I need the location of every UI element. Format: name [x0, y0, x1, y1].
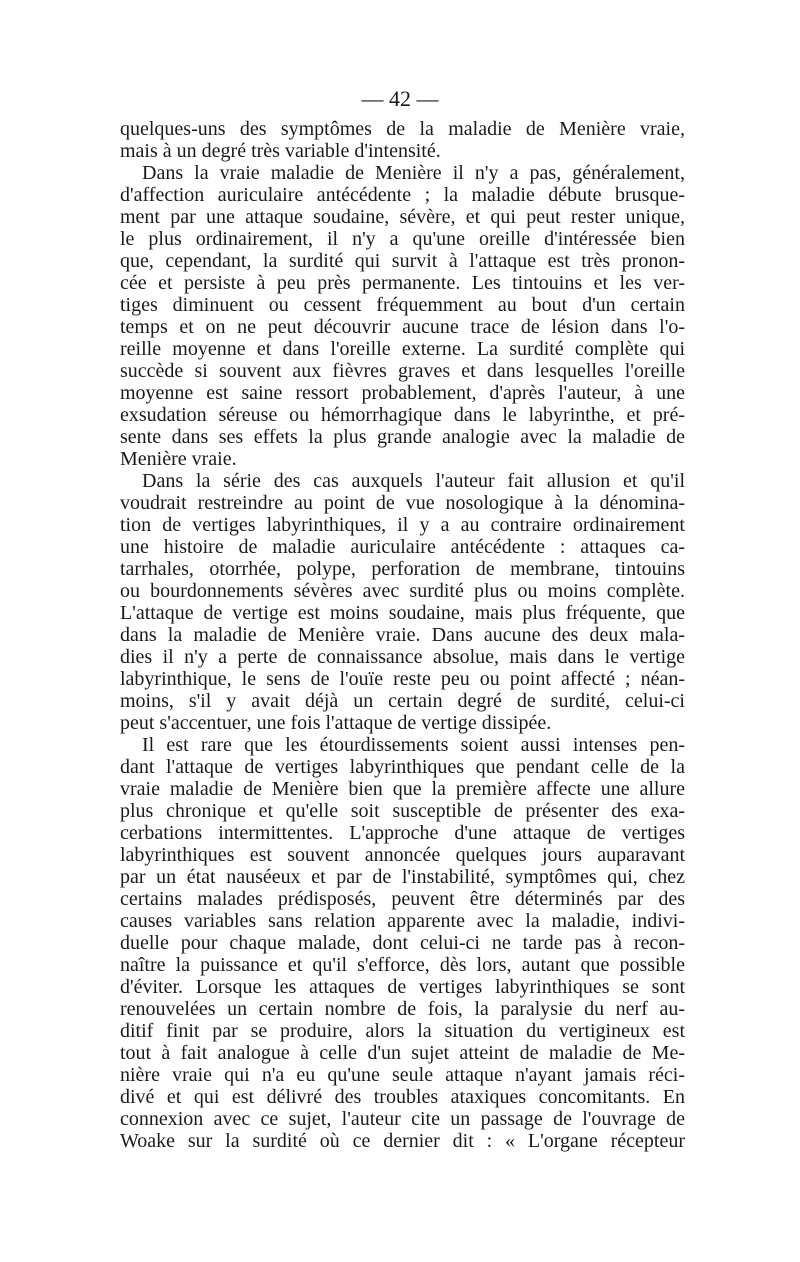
text-line: d'affection auriculaire antécédente ; la maladie débute brusque- [120, 184, 685, 206]
text-line: Menière vraie. [120, 448, 237, 470]
text-line: le plus ordinairement, il n'y a qu'une oreille d'intéressée bien [120, 228, 685, 250]
text-line: plus chronique et qu'elle soit susceptible de présenter des exa- [120, 800, 685, 822]
text-line: mais à un degré très variable d'intensité. [120, 140, 441, 162]
text-line: moins, s'il y avait déjà un certain degré de surdité, celui-ci [120, 690, 685, 712]
text-line: moyenne est saine ressort probablement, d'après l'auteur, à une [120, 382, 685, 404]
text-line: ment par une attaque soudaine, sévère, et qui peut rester unique, [120, 206, 685, 228]
text-line: voudrait restreindre au point de vue nosologique à la dénomina- [120, 492, 685, 514]
text-line: que, cependant, la surdité qui survit à l'attaque est très pronon- [120, 250, 685, 272]
text-line: tion de vertiges labyrinthiques, il y a au contraire ordinairement [120, 514, 685, 536]
text-line: peut s'accentuer, une fois l'attaque de vertige dissipée. [120, 712, 552, 734]
text-line: dans la maladie de Menière vraie. Dans aucune des deux mala- [120, 624, 685, 646]
text-line: tiges diminuent ou cessent fréquemment au bout d'un certain [120, 294, 685, 316]
text-line: d'éviter. Lorsque les attaques de vertiges labyrinthiques se sont [120, 976, 685, 998]
text-line: Il est rare que les étourdissements soient aussi intenses pen- [142, 734, 685, 756]
text-line: temps et on ne peut découvrir aucune trace de lésion dans l'o- [120, 316, 685, 338]
text-line: duelle pour chaque malade, dont celui-ci ne tarde pas à recon- [120, 932, 685, 954]
text-line: tout à fait analogue à celle d'un sujet atteint de maladie de Me- [120, 1042, 685, 1064]
text-line: dant l'attaque de vertiges labyrinthiques que pendant celle de la [120, 756, 685, 778]
text-line: ditif finit par se produire, alors la situation du vertigineux est [120, 1020, 685, 1042]
text-line: une histoire de maladie auriculaire antécédente : attaques ca- [120, 536, 685, 558]
text-line: divé et qui est délivré des troubles ataxiques concomitants. En [120, 1086, 685, 1108]
text-line: succède si souvent aux fièvres graves et dans lesquelles l'oreille [120, 360, 685, 382]
text-line: certains malades prédisposés, peuvent être déterminés par des [120, 888, 685, 910]
text-line: exsudation séreuse ou hémorrhagique dans le labyrinthe, et pré- [120, 404, 685, 426]
text-line: labyrinthiques est souvent annoncée quelques jours auparavant [120, 844, 685, 866]
text-line: tarrhales, otorrhée, polype, perforation de membrane, tintouins [120, 558, 685, 580]
text-line: connexion avec ce sujet, l'auteur cite un passage de l'ouvrage de [120, 1108, 685, 1130]
text-line: renouvelées un certain nombre de fois, la paralysie du nerf au- [120, 998, 685, 1020]
text-line: nière vraie qui n'a eu qu'une seule attaque n'ayant jamais réci- [120, 1064, 685, 1086]
text-line: reille moyenne et dans l'oreille externe. La surdité complète qui [120, 338, 685, 360]
text-line: cerbations intermittentes. L'approche d'une attaque de vertiges [120, 822, 685, 844]
text-line: vraie maladie de Menière bien que la première affecte une allure [120, 778, 685, 800]
text-line: par un état nauséeux et par de l'instabilité, symptômes qui, chez [120, 866, 685, 888]
body-text [120, 118, 685, 1152]
text-line: L'attaque de vertige est moins soudaine, mais plus fréquente, que [120, 602, 685, 624]
text-line: naître la puissance et qu'il s'efforce, dès lors, autant que possible [120, 954, 685, 976]
text-line: Dans la vraie maladie de Menière il n'y a pas, généralement, [142, 162, 685, 184]
text-line: cée et persiste à peu près permanente. Les tintouins et les ver- [120, 272, 685, 294]
text-line: ou bourdonnements sévères avec surdité plus ou moins complète. [120, 580, 685, 602]
text-line: quelques-uns des symptômes de la maladie de Menière vraie, [120, 118, 685, 140]
text-line: labyrinthique, le sens de l'ouïe reste peu ou point affecté ; néan- [120, 668, 685, 690]
text-line: Woake sur la surdité où ce dernier dit : « L'organe récepteur [120, 1130, 685, 1152]
text-line: dies il n'y a perte de connaissance absolue, mais dans le vertige [120, 646, 685, 668]
text-line: causes variables sans relation apparente avec la maladie, indivi- [120, 910, 685, 932]
page-number: — 42 — [361, 86, 439, 111]
text-line: Dans la série des cas auxquels l'auteur fait allusion et qu'il [142, 470, 685, 492]
text-line: sente dans ses effets la plus grande analogie avec la maladie de [120, 426, 685, 448]
